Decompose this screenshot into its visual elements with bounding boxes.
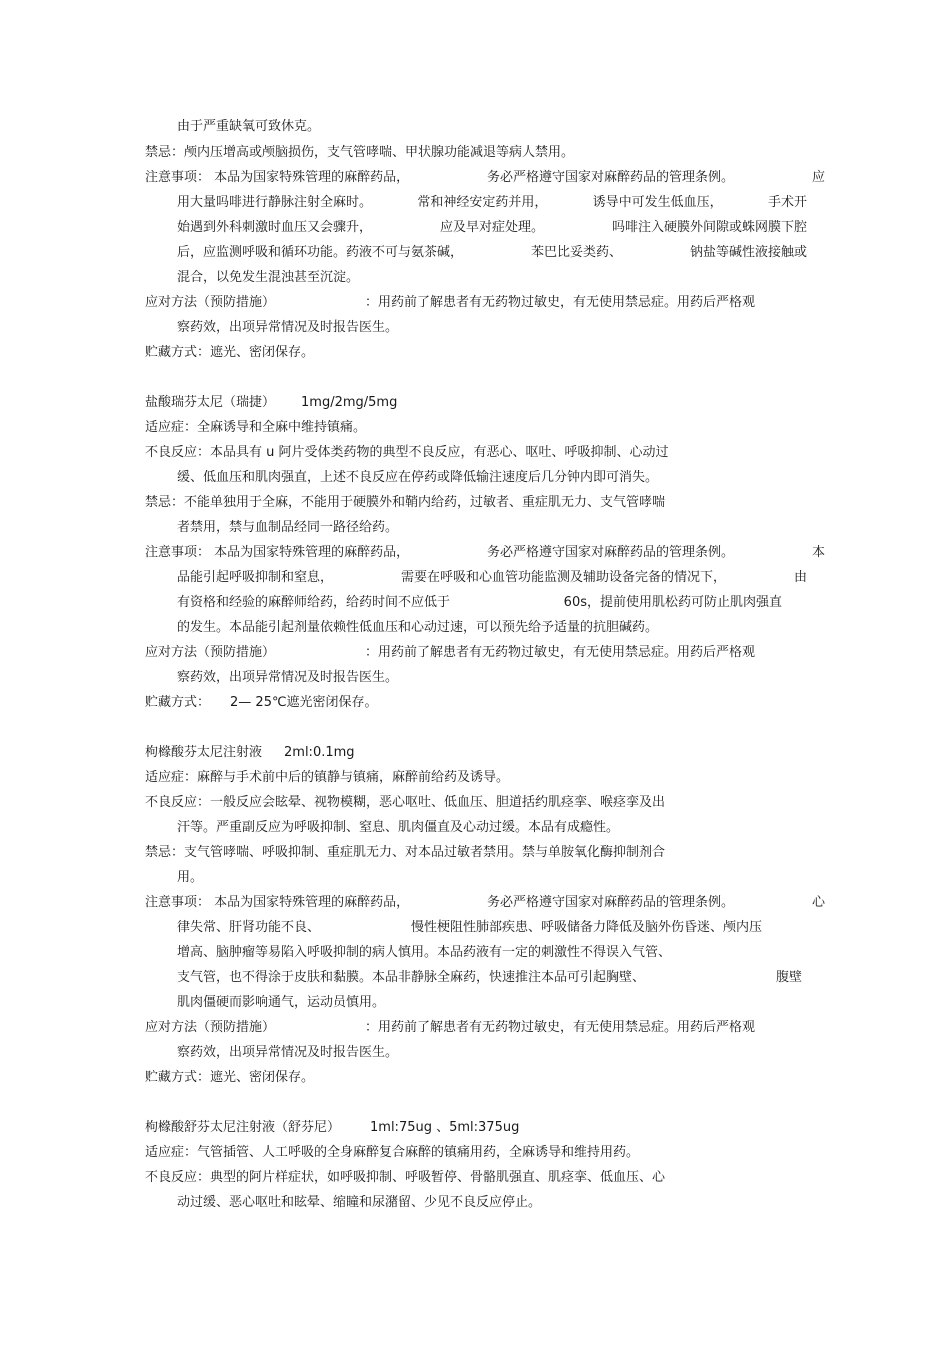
text-line: [177, 243, 807, 263]
text-segment: 品能引起呼吸抑制和窒息，: [177, 570, 334, 585]
indications-line: 适应症：全麻诱导和全麻中维持镇痛。: [145, 420, 367, 435]
text-segment: 应对方法（预防措施）: [145, 1020, 276, 1035]
text-segment: 应及早对症处理。: [439, 220, 544, 235]
text-segment: 应对方法（预防措施）: [145, 295, 276, 310]
text-segment: 心: [811, 895, 825, 910]
text-line: 缓、低血压和肌肉强直，上述不良反应在停药或降低输注速度后几分钟内即可消失。: [177, 470, 659, 485]
drug-name: 枸橼酸舒芬太尼注射液（舒芬尼）: [145, 1120, 341, 1135]
text-line: 混合，以免发生混浊甚至沉淀。: [177, 270, 360, 285]
text-segment: ：用药前了解患者有无药物过敏史，有无使用禁忌症。用药后严格观: [364, 1020, 755, 1035]
contraindications-line: 禁忌：颅内压增高或颅脑损伤，支气管哮喘、甲状腺功能减退等病人禁用。: [145, 145, 575, 160]
storage-line: 贮藏方式：遮光、密闭保存。: [145, 345, 315, 360]
adverse-reactions-line: 不良反应：一般反应会眩晕、视物模糊，恶心呕吐、低血压、胆道括约肌痉挛、喉痉挛及出: [145, 795, 666, 810]
text-segment: 始遇到外科刺激时血压又会骤升，: [177, 220, 373, 235]
countermeasures-line: [145, 1018, 755, 1038]
text-line: 察药效，出项异常情况及时报告医生。: [177, 1045, 399, 1060]
text-segment: 务必严格遵守国家对麻醉药品的管理条例。: [487, 545, 735, 560]
adverse-reactions-line: 不良反应：典型的阿片样症状，如呼吸抑制、呼吸暂停、骨骼肌强直、肌痉挛、低血压、心: [145, 1170, 666, 1185]
countermeasures-line: [145, 643, 755, 663]
text-segment: 吗啡注入硬膜外间隙或蛛网膜下腔: [611, 220, 807, 235]
text-segment: 务必严格遵守国家对麻醉药品的管理条例。: [487, 895, 735, 910]
drug-spec: 2ml:0.1mg: [284, 745, 355, 760]
text-line: [177, 568, 807, 588]
text-segment: 后，应监测呼吸和循环功能。药液不可与氨茶碱，: [177, 245, 464, 260]
storage-line: 贮藏方式：遮光、密闭保存。: [145, 1070, 315, 1085]
adverse-reactions-line: 不良反应：本品具有 u 阿片受体类药物的典型不良反应，有恶心、呕吐、呼吸抑制、心动过: [145, 445, 669, 460]
storage-line: [145, 693, 825, 713]
text-line: 肌肉僵硬而影响通气，运动员慎用。: [177, 995, 386, 1010]
text-line: 动过缓、恶心呕吐和眩晕、缩瞳和尿潴留、少见不良反应停止。: [177, 1195, 542, 1210]
text-segment: 2— 25℃遮光密闭保存。: [230, 695, 378, 710]
drug-title: [145, 1118, 825, 1138]
drug-spec: 1mg/2mg/5mg: [301, 395, 398, 410]
precautions-line: [145, 543, 825, 563]
text-segment: 手术开: [767, 195, 807, 210]
text-line: 察药效，出项异常情况及时报告医生。: [177, 670, 399, 685]
drug-name: 枸橼酸芬太尼注射液: [145, 745, 263, 760]
drug-spec: 1ml:75ug 、5ml:375ug: [370, 1120, 520, 1135]
text-segment: 由: [793, 570, 807, 585]
text-segment: 腹壁: [775, 970, 802, 985]
text-line: [177, 193, 807, 213]
text-line: 者禁用，禁与血制品经同一路径给药。: [177, 520, 399, 535]
drug-title: [145, 393, 825, 413]
text-segment: 支气管，也不得涂于皮肤和黏膜。本品非静脉全麻药，快速推注本品可引起胸壁、: [177, 970, 646, 985]
contraindications-line: 禁忌：支气管哮喘、呼吸抑制、重症肌无力、对本品过敏者禁用。禁与单胺氧化酶抑制剂合: [145, 845, 666, 860]
text-segment: 钠盐等碱性液接触或: [689, 245, 807, 260]
drug-title: [145, 743, 825, 763]
text-segment: ：用药前了解患者有无药物过敏史，有无使用禁忌症。用药后严格观: [364, 645, 755, 660]
text-segment: 注意事项： 本品为国家特殊管理的麻醉药品，: [145, 170, 410, 185]
text-segment: 常和神经安定药并用，: [417, 195, 548, 210]
indications-line: 适应症：气管插管、人工呼吸的全身麻醉复合麻醉的镇痛用药，全麻诱导和维持用药。: [145, 1145, 640, 1160]
text-line: 的发生。本品能引起剂量依赖性低血压和心动过速，可以预先给予适量的抗胆碱药。: [177, 620, 659, 635]
text-segment: 有资格和经验的麻醉师给药，给药时间不应低于: [177, 595, 451, 610]
contraindications-line: 禁忌：不能单独用于全麻，不能用于硬膜外和鞘内给药，过敏者、重症肌无力、支气管哮喘: [145, 495, 666, 510]
drug-name: 盐酸瑞芬太尼（瑞捷）: [145, 395, 276, 410]
countermeasures-line: [145, 293, 755, 313]
text-line: 由于严重缺氧可致休克。: [177, 119, 321, 134]
indications-line: 适应症：麻醉与手术前中后的镇静与镇痛，麻醉前给药及诱导。: [145, 770, 510, 785]
text-segment: 本: [811, 545, 825, 560]
text-segment: 注意事项： 本品为国家特殊管理的麻醉药品，: [145, 545, 410, 560]
text-line: 察药效，出项异常情况及时报告医生。: [177, 320, 399, 335]
text-segment: 用大量吗啡进行静脉注射全麻时。: [177, 195, 373, 210]
precautions-line: [145, 893, 825, 913]
text-segment: 应: [811, 170, 825, 185]
precautions-line: [145, 168, 825, 188]
text-line: 用。: [177, 870, 204, 885]
text-line: [177, 593, 782, 613]
text-segment: 务必严格遵守国家对麻醉药品的管理条例。: [487, 170, 735, 185]
text-segment: 注意事项： 本品为国家特殊管理的麻醉药品，: [145, 895, 410, 910]
text-segment: ：用药前了解患者有无药物过敏史，有无使用禁忌症。用药后严格观: [364, 295, 755, 310]
text-segment: 慢性梗阻性肺部疾患、呼吸储备力降低及脑外伤昏迷、颅内压: [410, 920, 762, 935]
text-line: [177, 918, 762, 938]
text-segment: 60s，提前使用肌松药可防止肌肉强直: [563, 595, 782, 610]
text-line: 增高、脑肿瘤等易陷入呼吸抑制的病人慎用。本品药液有一定的刺激性不得误入气管、: [177, 945, 672, 960]
text-line: [177, 218, 807, 238]
text-line: [177, 968, 802, 988]
text-segment: 贮藏方式：: [145, 695, 211, 710]
text-segment: 应对方法（预防措施）: [145, 645, 276, 660]
text-segment: 苯巴比妥类药、: [530, 245, 622, 260]
text-line: 汗等。严重副反应为呼吸抑制、窒息、肌肉僵直及心动过缓。本品有成瘾性。: [177, 820, 620, 835]
text-segment: 律失常、肝肾功能不良、: [177, 920, 321, 935]
text-segment: 需要在呼吸和心血管功能监测及辅助设备完备的情况下，: [400, 570, 726, 585]
text-segment: 诱导中可发生低血压，: [592, 195, 723, 210]
